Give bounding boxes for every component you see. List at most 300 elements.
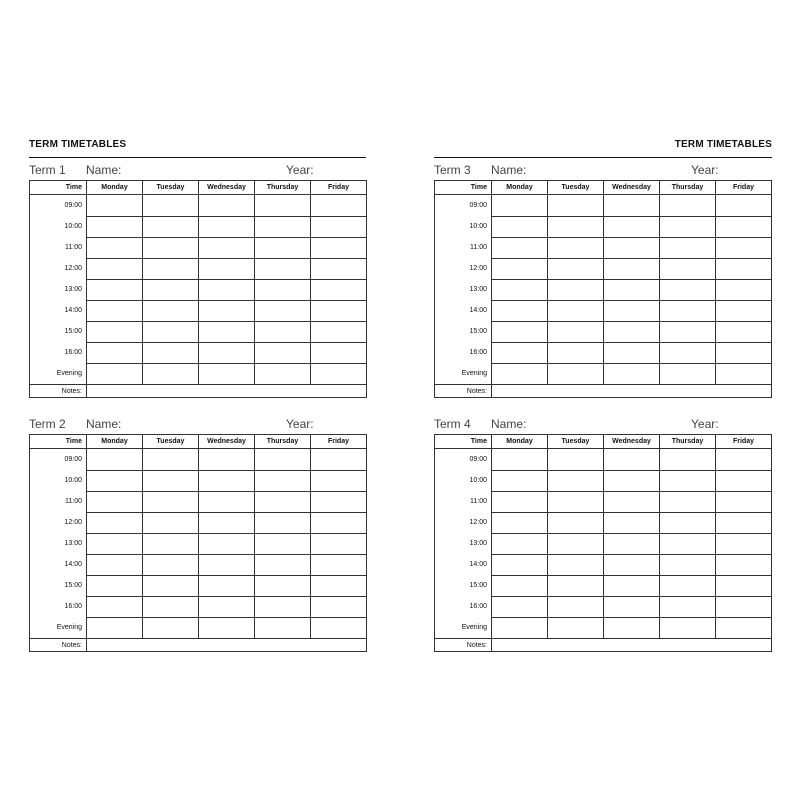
timetable-cell[interactable] — [255, 258, 311, 279]
timetable-cell[interactable] — [604, 363, 660, 385]
timetable-cell[interactable] — [716, 554, 772, 575]
timetable-cell[interactable] — [199, 449, 255, 471]
timetable-cell[interactable] — [255, 449, 311, 471]
notes-label: Notes: — [435, 639, 492, 652]
timetable-cell[interactable] — [87, 363, 143, 385]
name-field-label: Name: — [491, 417, 527, 431]
timetable-cell[interactable] — [660, 237, 716, 258]
timetable-cell[interactable] — [143, 617, 199, 639]
time-row — [435, 575, 772, 596]
time-row — [30, 575, 367, 596]
time-slot-label: 11:00 — [30, 491, 87, 512]
timetable-cell[interactable] — [604, 321, 660, 342]
timetable-cell[interactable] — [255, 491, 311, 512]
time-slot-label: 15:00 — [435, 321, 492, 342]
timetable-cell[interactable] — [255, 237, 311, 258]
year-field-label: Year: — [691, 163, 719, 177]
timetable-cell[interactable] — [311, 300, 367, 321]
time-slot-label: 16:00 — [435, 596, 492, 617]
title-divider-left — [29, 157, 366, 158]
timetable-cell[interactable] — [548, 237, 604, 258]
timetable-cell[interactable] — [255, 617, 311, 639]
timetable-cell[interactable] — [311, 195, 367, 217]
timetable-cell[interactable] — [255, 321, 311, 342]
timetable-cell[interactable] — [199, 512, 255, 533]
timetable-cell[interactable] — [199, 216, 255, 237]
timetable-cell[interactable] — [199, 321, 255, 342]
day-header: Tuesday — [143, 435, 199, 449]
day-header: Monday — [87, 435, 143, 449]
notes-row — [435, 385, 772, 398]
notes-label: Notes: — [30, 639, 87, 652]
term-header — [434, 162, 772, 180]
timetable-cell[interactable] — [716, 617, 772, 639]
timetable-cell[interactable] — [255, 300, 311, 321]
timetable-cell[interactable] — [548, 342, 604, 363]
time-slot-label: Evening — [30, 617, 87, 639]
timetable-cell[interactable] — [87, 449, 143, 471]
time-slot-label: 14:00 — [30, 554, 87, 575]
title-divider-right — [434, 157, 772, 158]
timetable-cell[interactable] — [716, 533, 772, 554]
timetable-cell[interactable] — [660, 512, 716, 533]
timetable-cell[interactable] — [143, 279, 199, 300]
timetable-cell[interactable] — [255, 195, 311, 217]
timetable-cell[interactable] — [548, 321, 604, 342]
timetable-cell[interactable] — [87, 554, 143, 575]
timetable-cell[interactable] — [660, 575, 716, 596]
timetable-cell[interactable] — [143, 512, 199, 533]
timetable-cell[interactable] — [199, 470, 255, 491]
timetable-cell[interactable] — [87, 258, 143, 279]
day-header: Wednesday — [604, 435, 660, 449]
timetable-cell[interactable] — [660, 342, 716, 363]
timetable-cell[interactable] — [255, 216, 311, 237]
time-row — [30, 237, 367, 258]
timetable-cell[interactable] — [87, 195, 143, 217]
term-header — [29, 416, 367, 434]
timetable-cell[interactable] — [604, 575, 660, 596]
timetable-cell[interactable] — [492, 554, 548, 575]
timetable-cell[interactable] — [548, 575, 604, 596]
timetable-cell[interactable] — [255, 363, 311, 385]
timetable-cell[interactable] — [311, 258, 367, 279]
time-slot-label: 12:00 — [30, 258, 87, 279]
day-header: Friday — [716, 181, 772, 195]
time-row — [435, 279, 772, 300]
timetable-cell[interactable] — [548, 491, 604, 512]
timetable-cell[interactable] — [255, 596, 311, 617]
day-header: Thursday — [660, 435, 716, 449]
timetable-cell[interactable] — [143, 258, 199, 279]
notes-row — [30, 639, 367, 652]
time-row — [435, 470, 772, 491]
term-1-timetable — [29, 162, 367, 398]
day-header: Friday — [311, 435, 367, 449]
timetable-cell[interactable] — [87, 575, 143, 596]
timetable-cell[interactable] — [716, 342, 772, 363]
timetable-cell[interactable] — [143, 533, 199, 554]
timetable-cell[interactable] — [311, 512, 367, 533]
time-slot-label: 13:00 — [435, 533, 492, 554]
time-column-header: Time — [435, 435, 492, 449]
timetable-cell[interactable] — [87, 237, 143, 258]
timetable-cell[interactable] — [311, 575, 367, 596]
time-slot-label: 13:00 — [435, 279, 492, 300]
timetable-cell[interactable] — [199, 533, 255, 554]
timetable-grid — [434, 180, 772, 398]
timetable-cell[interactable] — [492, 470, 548, 491]
time-slot-label: 11:00 — [435, 491, 492, 512]
timetable-cell[interactable] — [311, 554, 367, 575]
time-row — [435, 258, 772, 279]
timetable-cell[interactable] — [143, 321, 199, 342]
timetable-cell[interactable] — [143, 575, 199, 596]
time-slot-label: 12:00 — [435, 512, 492, 533]
timetable-cell[interactable] — [492, 300, 548, 321]
timetable-cell[interactable] — [143, 554, 199, 575]
timetable-cell[interactable] — [548, 195, 604, 217]
day-header: Monday — [492, 181, 548, 195]
timetable-cell[interactable] — [255, 470, 311, 491]
timetable-cell[interactable] — [716, 321, 772, 342]
notes-field[interactable] — [87, 639, 367, 652]
timetable-cell[interactable] — [548, 470, 604, 491]
timetable-cell[interactable] — [311, 617, 367, 639]
time-slot-label: 09:00 — [30, 195, 87, 217]
time-slot-label: 15:00 — [30, 321, 87, 342]
timetable-cell[interactable] — [311, 342, 367, 363]
timetable-cell[interactable] — [716, 258, 772, 279]
time-slot-label: Evening — [30, 363, 87, 385]
timetable-cell[interactable] — [311, 449, 367, 471]
timetable-cell[interactable] — [604, 195, 660, 217]
timetable-cell[interactable] — [492, 449, 548, 471]
day-header: Tuesday — [548, 435, 604, 449]
time-slot-label: 14:00 — [435, 554, 492, 575]
timetable-cell[interactable] — [548, 216, 604, 237]
timetable-cell[interactable] — [492, 279, 548, 300]
timetable-cell[interactable] — [548, 279, 604, 300]
notes-row — [435, 639, 772, 652]
timetable-cell[interactable] — [199, 342, 255, 363]
time-row — [435, 596, 772, 617]
notes-label: Notes: — [30, 385, 87, 398]
time-slot-label: 10:00 — [435, 470, 492, 491]
timetable-cell[interactable] — [716, 195, 772, 217]
timetable-cell[interactable] — [660, 258, 716, 279]
timetable-cell[interactable] — [716, 596, 772, 617]
timetable-cell[interactable] — [143, 342, 199, 363]
timetable-cell[interactable] — [492, 321, 548, 342]
timetable-cell[interactable] — [492, 575, 548, 596]
time-slot-label: 10:00 — [30, 470, 87, 491]
timetable-cell[interactable] — [199, 491, 255, 512]
timetable-cell[interactable] — [143, 195, 199, 217]
time-slot-label: 11:00 — [435, 237, 492, 258]
timetable-cell[interactable] — [492, 512, 548, 533]
timetable-cell[interactable] — [548, 363, 604, 385]
timetable-cell[interactable] — [604, 216, 660, 237]
term-3-timetable — [434, 162, 772, 398]
timetable-cell[interactable] — [604, 237, 660, 258]
day-header: Friday — [311, 181, 367, 195]
day-header: Thursday — [660, 181, 716, 195]
timetable-cell[interactable] — [716, 575, 772, 596]
timetable-cell[interactable] — [604, 554, 660, 575]
time-row — [435, 216, 772, 237]
timetable-cell[interactable] — [492, 363, 548, 385]
timetable-cell[interactable] — [87, 216, 143, 237]
time-row — [30, 216, 367, 237]
timetable-cell[interactable] — [716, 216, 772, 237]
time-row — [435, 533, 772, 554]
timetable-cell[interactable] — [604, 512, 660, 533]
timetable-cell[interactable] — [604, 617, 660, 639]
time-slot-label: Evening — [435, 363, 492, 385]
timetable-cell[interactable] — [255, 342, 311, 363]
timetable-cell[interactable] — [604, 342, 660, 363]
header-row — [435, 435, 772, 449]
time-row — [30, 491, 367, 512]
time-slot-label: 13:00 — [30, 533, 87, 554]
timetable-cell[interactable] — [660, 363, 716, 385]
timetable-cell[interactable] — [199, 300, 255, 321]
timetable-cell[interactable] — [660, 533, 716, 554]
timetable-cell[interactable] — [255, 512, 311, 533]
timetable-cell[interactable] — [660, 321, 716, 342]
timetable-cell[interactable] — [660, 195, 716, 217]
year-field-label: Year: — [286, 163, 314, 177]
time-slot-label: Evening — [435, 617, 492, 639]
timetable-cell[interactable] — [492, 533, 548, 554]
timetable-cell[interactable] — [716, 449, 772, 471]
timetable-cell[interactable] — [311, 363, 367, 385]
timetable-cell[interactable] — [255, 279, 311, 300]
timetable-cell[interactable] — [199, 617, 255, 639]
timetable-cell[interactable] — [199, 363, 255, 385]
timetable-cell[interactable] — [143, 596, 199, 617]
timetable-cell[interactable] — [311, 279, 367, 300]
time-row — [435, 363, 772, 385]
timetable-cell[interactable] — [548, 533, 604, 554]
day-header: Tuesday — [143, 181, 199, 195]
timetable-cell[interactable] — [492, 342, 548, 363]
timetable-cell[interactable] — [199, 258, 255, 279]
timetable-cell[interactable] — [199, 195, 255, 217]
timetable-cell[interactable] — [660, 617, 716, 639]
timetable-cell[interactable] — [311, 491, 367, 512]
timetable-grid — [434, 434, 772, 652]
timetable-cell[interactable] — [143, 363, 199, 385]
timetable-cell[interactable] — [660, 596, 716, 617]
timetable-cell[interactable] — [548, 554, 604, 575]
day-header: Tuesday — [548, 181, 604, 195]
timetable-cell[interactable] — [660, 449, 716, 471]
time-column-header: Time — [30, 435, 87, 449]
page-title-left: TERM TIMETABLES — [29, 139, 127, 150]
time-slot-label: 14:00 — [435, 300, 492, 321]
notes-field[interactable] — [492, 385, 772, 398]
timetable-cell[interactable] — [604, 491, 660, 512]
timetable-cell[interactable] — [492, 258, 548, 279]
timetable-cell[interactable] — [311, 216, 367, 237]
time-slot-label: 15:00 — [30, 575, 87, 596]
time-row — [30, 617, 367, 639]
timetable-cell[interactable] — [548, 512, 604, 533]
timetable-cell[interactable] — [548, 300, 604, 321]
timetable-cell[interactable] — [87, 279, 143, 300]
timetable-cell[interactable] — [660, 470, 716, 491]
timetable-cell[interactable] — [604, 533, 660, 554]
day-header: Friday — [716, 435, 772, 449]
timetable-cell[interactable] — [87, 300, 143, 321]
timetable-cell[interactable] — [660, 491, 716, 512]
timetable-cell[interactable] — [255, 575, 311, 596]
timetable-cell[interactable] — [716, 279, 772, 300]
name-field-label: Name: — [86, 163, 122, 177]
header-row — [435, 181, 772, 195]
timetable-cell[interactable] — [311, 596, 367, 617]
notes-field[interactable] — [492, 639, 772, 652]
time-row — [435, 512, 772, 533]
time-slot-label: 16:00 — [30, 596, 87, 617]
timetable-cell[interactable] — [660, 216, 716, 237]
term-2-timetable — [29, 416, 367, 652]
timetable-cell[interactable] — [143, 491, 199, 512]
day-header: Thursday — [255, 181, 311, 195]
timetable-cell[interactable] — [716, 363, 772, 385]
timetable-grid — [29, 180, 367, 398]
timetable-cell[interactable] — [87, 617, 143, 639]
timetable-cell[interactable] — [87, 342, 143, 363]
term-label: Term 4 — [434, 417, 471, 431]
term-header — [29, 162, 367, 180]
timetable-cell[interactable] — [87, 321, 143, 342]
time-row — [30, 363, 367, 385]
timetable-cell[interactable] — [716, 470, 772, 491]
timetable-cell[interactable] — [492, 617, 548, 639]
timetable-cell[interactable] — [716, 491, 772, 512]
time-slot-label: 16:00 — [30, 342, 87, 363]
timetable-cell[interactable] — [87, 491, 143, 512]
time-row — [435, 554, 772, 575]
timetable-cell[interactable] — [604, 258, 660, 279]
notes-field[interactable] — [87, 385, 367, 398]
name-field-label: Name: — [491, 163, 527, 177]
time-row — [435, 300, 772, 321]
page-title-right: TERM TIMETABLES — [674, 139, 772, 150]
time-row — [435, 449, 772, 471]
timetable-cell[interactable] — [87, 470, 143, 491]
timetable-cell[interactable] — [255, 554, 311, 575]
term-label: Term 1 — [29, 163, 66, 177]
timetable-cell[interactable] — [716, 300, 772, 321]
time-row — [435, 342, 772, 363]
timetable-cell[interactable] — [143, 237, 199, 258]
timetable-cell[interactable] — [199, 279, 255, 300]
timetable-cell[interactable] — [604, 279, 660, 300]
time-column-header: Time — [435, 181, 492, 195]
timetable-cell[interactable] — [143, 470, 199, 491]
time-slot-label: 15:00 — [435, 575, 492, 596]
timetable-cell[interactable] — [311, 470, 367, 491]
timetable-cell[interactable] — [87, 533, 143, 554]
timetable-cell[interactable] — [87, 512, 143, 533]
timetable-cell[interactable] — [87, 596, 143, 617]
time-slot-label: 10:00 — [435, 216, 492, 237]
day-header: Monday — [492, 435, 548, 449]
day-header: Wednesday — [199, 435, 255, 449]
time-row — [30, 596, 367, 617]
time-row — [435, 617, 772, 639]
timetable-cell[interactable] — [604, 470, 660, 491]
timetable-cell[interactable] — [143, 300, 199, 321]
timetable-cell[interactable] — [311, 533, 367, 554]
time-slot-label: 16:00 — [435, 342, 492, 363]
timetable-cell[interactable] — [311, 237, 367, 258]
time-row — [30, 554, 367, 575]
timetable-cell[interactable] — [604, 449, 660, 471]
day-header: Thursday — [255, 435, 311, 449]
timetable-cell[interactable] — [548, 449, 604, 471]
timetable-cell[interactable] — [199, 237, 255, 258]
timetable-cell[interactable] — [492, 216, 548, 237]
timetable-cell[interactable] — [492, 195, 548, 217]
timetable-cell[interactable] — [716, 237, 772, 258]
timetable-cell[interactable] — [548, 617, 604, 639]
timetable-cell[interactable] — [604, 596, 660, 617]
timetable-cell[interactable] — [255, 533, 311, 554]
timetable-cell[interactable] — [660, 300, 716, 321]
timetable-cell[interactable] — [492, 237, 548, 258]
time-row — [30, 342, 367, 363]
timetable-cell[interactable] — [199, 575, 255, 596]
time-slot-label: 12:00 — [30, 512, 87, 533]
notes-label: Notes: — [435, 385, 492, 398]
timetable-cell[interactable] — [548, 596, 604, 617]
time-row — [30, 258, 367, 279]
timetable-cell[interactable] — [199, 596, 255, 617]
time-row — [30, 449, 367, 471]
timetable-cell[interactable] — [492, 491, 548, 512]
timetable-cell[interactable] — [143, 449, 199, 471]
header-row — [30, 435, 367, 449]
time-row — [30, 300, 367, 321]
timetable-cell[interactable] — [716, 512, 772, 533]
time-slot-label: 09:00 — [435, 195, 492, 217]
day-header: Wednesday — [604, 181, 660, 195]
time-row — [435, 491, 772, 512]
timetable-cell[interactable] — [311, 321, 367, 342]
time-slot-label: 09:00 — [435, 449, 492, 471]
time-row — [435, 321, 772, 342]
timetable-cell[interactable] — [143, 216, 199, 237]
timetable-cell[interactable] — [660, 554, 716, 575]
timetable-cell[interactable] — [604, 300, 660, 321]
day-header: Wednesday — [199, 181, 255, 195]
timetable-cell[interactable] — [492, 596, 548, 617]
timetable-grid — [29, 434, 367, 652]
timetable-cell[interactable] — [660, 279, 716, 300]
timetable-cell[interactable] — [199, 554, 255, 575]
year-field-label: Year: — [286, 417, 314, 431]
time-slot-label: 14:00 — [30, 300, 87, 321]
time-slot-label: 09:00 — [30, 449, 87, 471]
timetable-cell[interactable] — [548, 258, 604, 279]
time-slot-label: 11:00 — [30, 237, 87, 258]
time-slot-label: 13:00 — [30, 279, 87, 300]
